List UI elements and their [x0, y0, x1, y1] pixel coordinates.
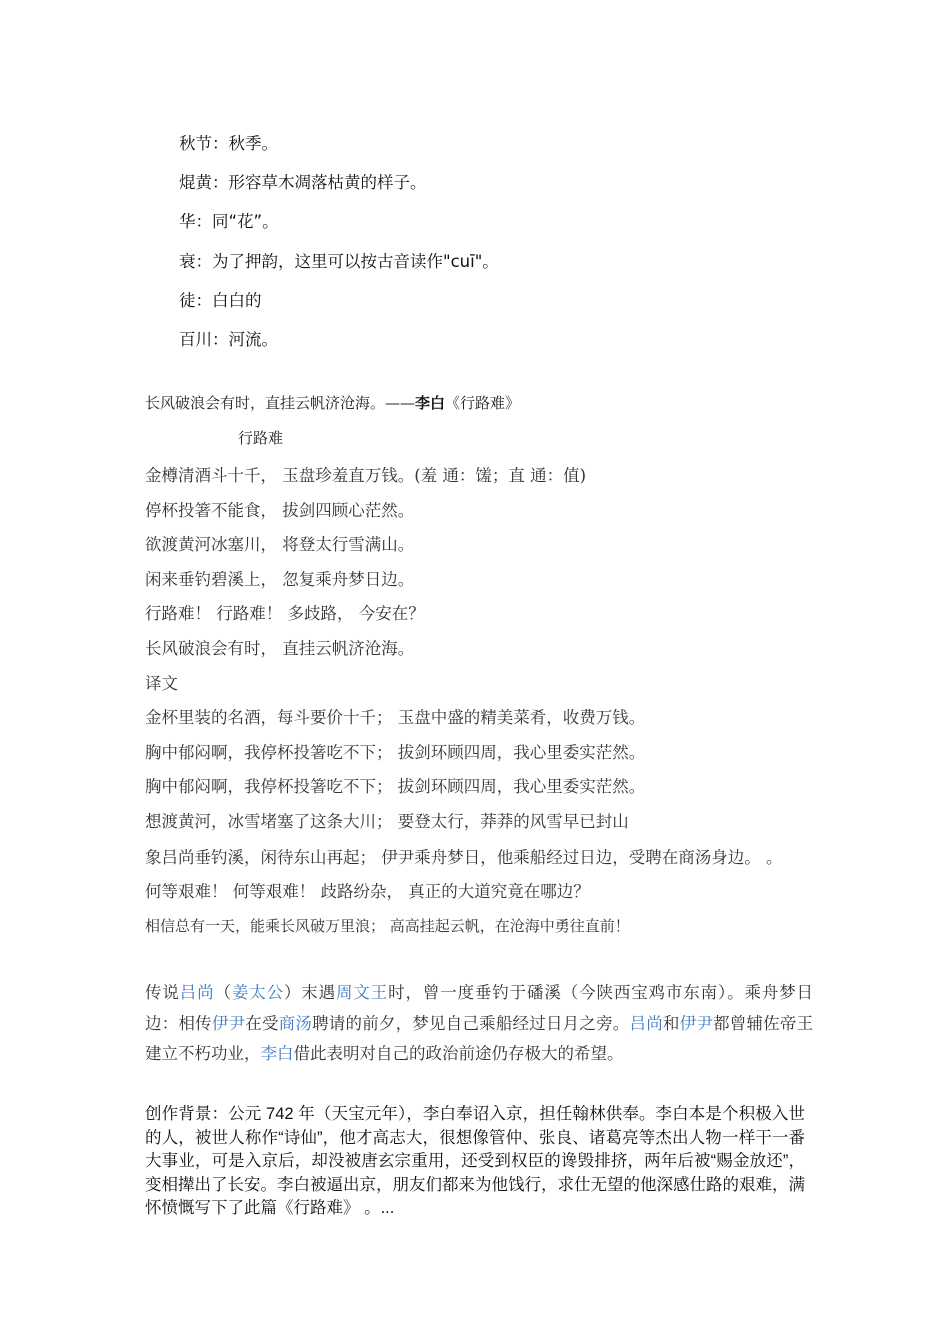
note-item: 百川：河流。: [179, 330, 278, 350]
commentary-text: 和: [662, 1013, 680, 1033]
poem-line: 欲渡黄河冰塞川， 将登太行雪满山。: [145, 535, 415, 555]
allusion-commentary: [145, 978, 813, 1070]
note-item: 衰：为了押韵，这里可以按古音读作"cuī"。: [179, 251, 499, 271]
commentary-text: 借此表明对自己的政治前途仍存极大的希望。: [293, 1044, 624, 1063]
translation-line: 胸中郁闷啊，我停杯投箸吃不下； 拔剑环顾四周，我心里委实茫然。: [145, 777, 646, 797]
commentary-text: 时，曾一度垂钓于磻溪（今陕西宝鸡市东南）。乘舟梦日边：相传: [145, 983, 814, 1033]
commentary-text: 都曾辅佐帝王建立不朽功业，: [145, 1013, 814, 1063]
link-zhou-wenwang[interactable]: 周文王: [336, 983, 389, 1002]
glossary-notes: [179, 124, 499, 359]
link-lu-shang[interactable]: 吕尚: [179, 983, 215, 1002]
link-li-bai[interactable]: 李白: [260, 1044, 294, 1063]
commentary-text: 聘请的前夕，梦见自己乘船经过日月之旁。: [312, 1013, 630, 1033]
poem-title: 行路难: [238, 429, 284, 447]
commentary-text: 在受: [245, 1013, 279, 1033]
poem-body: [145, 459, 825, 944]
commentary-text: 传说: [145, 983, 180, 1002]
poem-line: 长风破浪会有时， 直挂云帆济沧海。: [145, 638, 415, 658]
translation-line: 象吕尚垂钓溪，闲待东山再起； 伊尹乘舟梦日，他乘船经过日边，受聘在商汤身边。 。: [145, 847, 783, 867]
creation-background: 创作背景：公元 742 年（天宝元年），李白奉诏入京，担任翰林供奉。李白本是个积极入世的人，被世人称作“诗仙”，他才高志大，很想像管仲、张良、诸葛亮等杰出人物一样干一番大事业，可是入京后，却没被唐玄宗重用，还受到权臣的谗毁排挤，两年后被“赐金放还”，变相撵出了长安。李白被逼出京，朋友们都来为他饯行，求仕无望的他深感仕路的艰难，满怀愤慨写下了此篇《行路难》 。...: [145, 1105, 805, 1218]
link-jiang-taigong[interactable]: 姜太公: [231, 983, 284, 1002]
link-shang-tang[interactable]: 商汤: [278, 1013, 313, 1033]
poem-line: 停杯投箸不能食， 拔剑四顾心茫然。: [145, 500, 415, 520]
note-item: 焜黄：形容草木凋落枯黄的样子。: [179, 173, 427, 193]
commentary-text: ）末遇: [283, 983, 337, 1002]
link-yi-yin[interactable]: 伊尹: [679, 1013, 714, 1033]
poem-line: 闲来垂钓碧溪上， 忽复乘舟梦日边。: [145, 569, 415, 589]
link-lu-shang[interactable]: 吕尚: [629, 1013, 663, 1033]
link-yi-yin[interactable]: 伊尹: [211, 1013, 246, 1033]
poem-line: 行路难！ 行路难！ 多歧路， 今安在？: [145, 604, 425, 624]
note-item: 华：同“花”。: [179, 212, 279, 232]
quote-author: 李白: [415, 394, 446, 412]
translation-line: 相信总有一天，能乘长风破万里浪； 高高挂起云帆，在沧海中勇往直前！: [145, 917, 630, 936]
famous-quote: [145, 392, 520, 413]
note-item: 秋节：秋季。: [179, 134, 278, 153]
translation-line: 何等艰难！ 何等艰难！ 歧路纷杂， 真正的大道究竟在哪边？: [145, 881, 590, 901]
poem-line: 金樽清酒斗十千， 玉盘珍羞直万钱。(羞 通：馐；直 通：值): [145, 466, 587, 485]
quote-work: 《行路难》: [445, 394, 521, 412]
note-item: 徒：白白的: [179, 290, 262, 310]
quote-text: 长风破浪会有时，直挂云帆济沧海。——: [145, 394, 416, 412]
commentary-text: （: [214, 983, 232, 1002]
translation-line: 胸中郁闷啊，我停杯投箸吃不下； 拔剑环顾四周，我心里委实茫然。: [145, 742, 646, 762]
translation-line: 想渡黄河，冰雪堵塞了这条大川； 要登太行，莽莽的风雪早已封山: [145, 811, 629, 831]
translation-line: 金杯里装的名酒，每斗要价十千； 玉盘中盛的精美菜肴，收费万钱。: [145, 708, 646, 728]
translation-heading: 译文: [145, 673, 178, 693]
